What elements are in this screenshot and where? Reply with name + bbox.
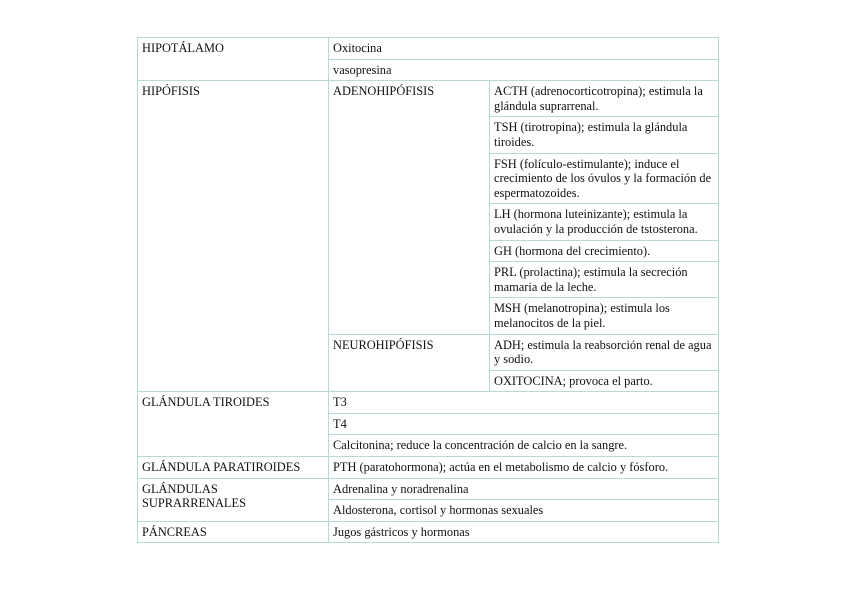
hormone-cell: MSH (melanotropina); estimula los melanocitos de la piel. — [490, 298, 719, 334]
gland-pancreas: PÁNCREAS — [138, 521, 329, 543]
gland-hipotalamo: HIPOTÁLAMO — [138, 38, 329, 81]
hormone-cell: T3 — [329, 392, 719, 414]
hormone-cell: OXITOCINA; provoca el parto. — [490, 370, 719, 392]
hormone-cell: ADH; estimula la reabsorción renal de agua y sodio. — [490, 334, 719, 370]
gland-paratiroides: GLÁNDULA PARATIROIDES — [138, 457, 329, 479]
hormone-cell: TSH (tirotropina); estimula la glándula tiroides. — [490, 117, 719, 153]
hormone-cell: Adrenalina y noradrenalina — [329, 478, 719, 500]
table-row — [138, 38, 719, 60]
gland-suprarrenales: GLÁNDULAS SUPRARRENALES — [138, 478, 329, 521]
table-row — [138, 521, 719, 543]
table-row — [138, 457, 719, 479]
table-row — [138, 81, 719, 117]
hormone-cell: GH (hormona del crecimiento). — [490, 240, 719, 262]
hormone-cell: FSH (folículo-estimulante); induce el crecimiento de los óvulos y la formación de espermatozoides. — [490, 153, 719, 204]
gland-hipofisis: HIPÓFISIS — [138, 81, 329, 392]
hormone-cell: vasopresina — [329, 59, 719, 81]
glands-table — [137, 37, 719, 543]
hormone-cell: Aldosterona, cortisol y hormonas sexuales — [329, 500, 719, 522]
hormone-cell: Calcitonina; reduce la concentración de calcio en la sangre. — [329, 435, 719, 457]
section-adenohipofisis: ADENOHIPÓFISIS — [329, 81, 490, 334]
gland-tiroides: GLÁNDULA TIROIDES — [138, 392, 329, 457]
section-neurohipofisis: NEUROHIPÓFISIS — [329, 334, 490, 392]
hormone-cell: ACTH (adrenocorticotropina); estimula la glándula suprarrenal. — [490, 81, 719, 117]
hormone-cell: Oxitocina — [329, 38, 719, 60]
table-row — [138, 392, 719, 414]
hormone-cell: LH (hormona luteinizante); estimula la ovulación y la producción de tstosterona. — [490, 204, 719, 240]
hormone-cell: PRL (prolactina); estimula la secreción mamaria de la leche. — [490, 262, 719, 298]
table-row — [138, 478, 719, 500]
hormone-cell: PTH (paratohormona); actúa en el metabolismo de calcio y fósforo. — [329, 457, 719, 479]
hormone-cell: Jugos gástricos y hormonas — [329, 521, 719, 543]
hormone-cell: T4 — [329, 413, 719, 435]
